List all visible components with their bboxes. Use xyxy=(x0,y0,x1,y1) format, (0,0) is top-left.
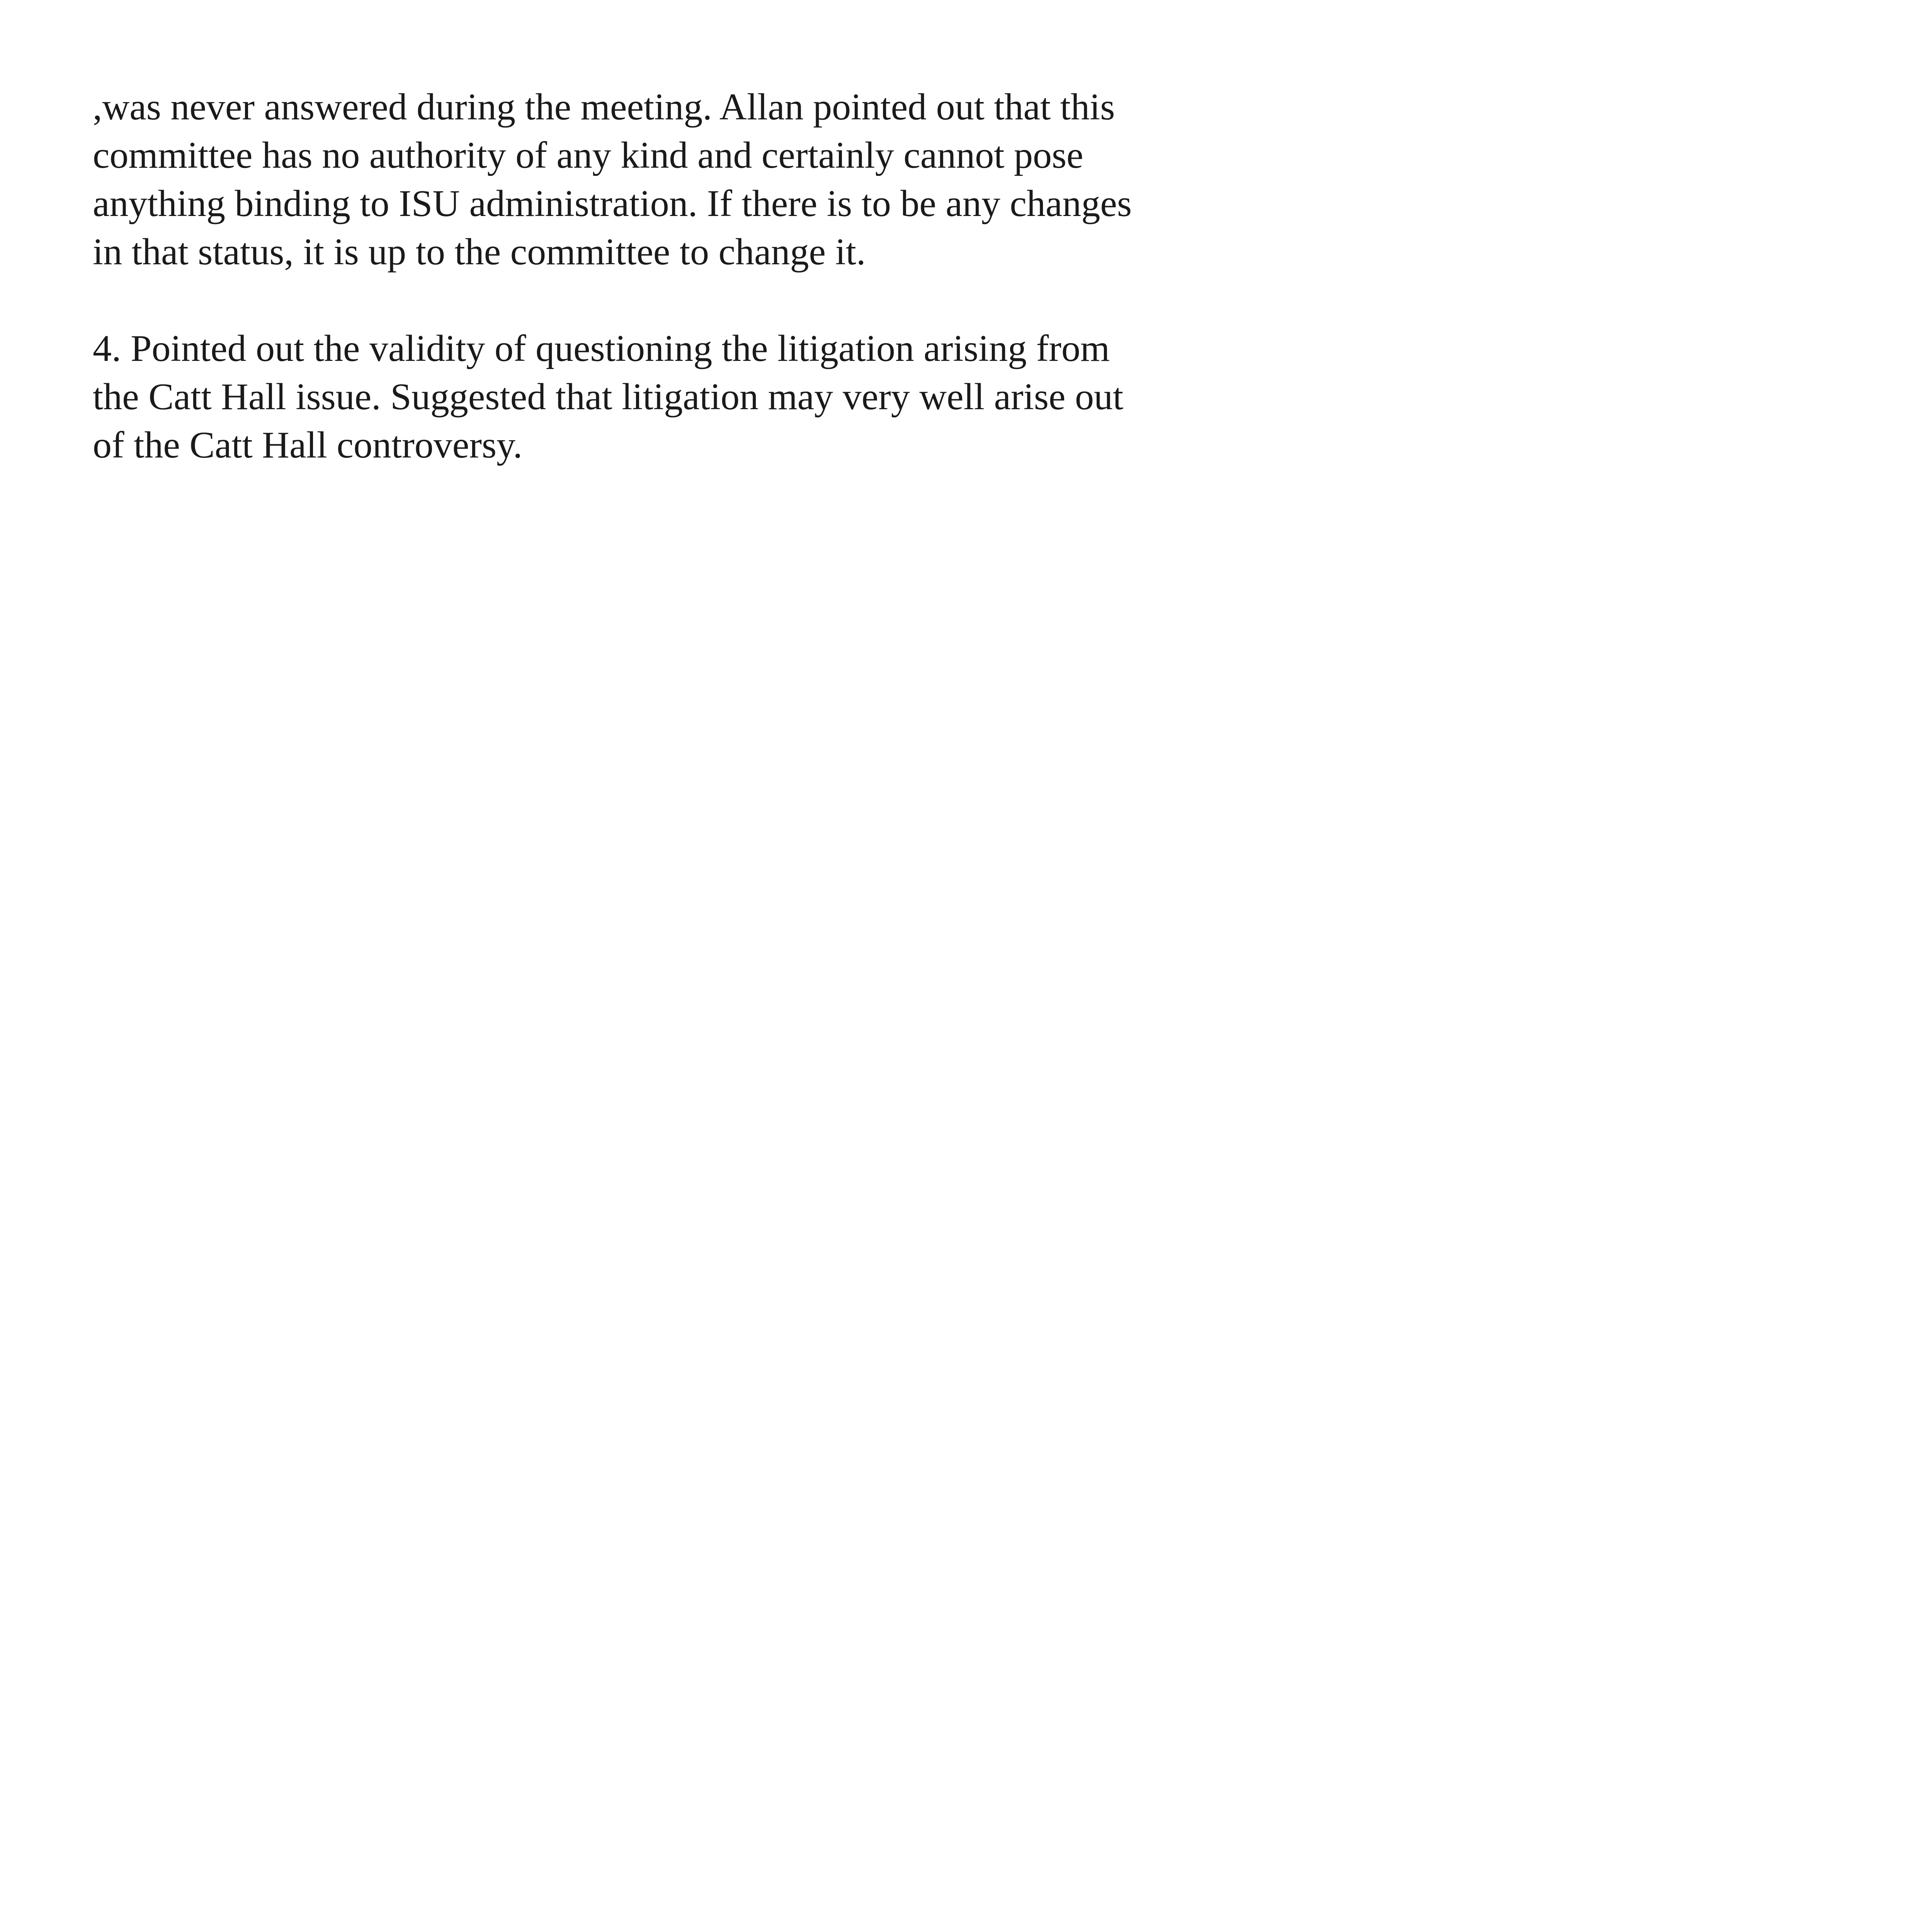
text-line: committee has no authority of any kind and certainly cannot pose xyxy=(93,134,1083,176)
text-line: the Catt Hall issue. Suggested that litigation may very well arise out xyxy=(93,376,1124,418)
paragraph-item-4 xyxy=(93,325,1213,469)
text-line: of the Catt Hall controversy. xyxy=(93,424,523,466)
text-line: anything binding to ISU administration. If there is to be any changes xyxy=(93,183,1132,224)
paragraph-continuation xyxy=(93,83,1213,276)
text-line: in that status, it is up to the committee to change it. xyxy=(93,231,866,273)
text-line: ,was never answered during the meeting. Allan pointed out that this xyxy=(93,86,1115,128)
text-line: 4. Pointed out the validity of questioning the litigation arising from xyxy=(93,328,1110,369)
body-text xyxy=(93,83,1213,518)
